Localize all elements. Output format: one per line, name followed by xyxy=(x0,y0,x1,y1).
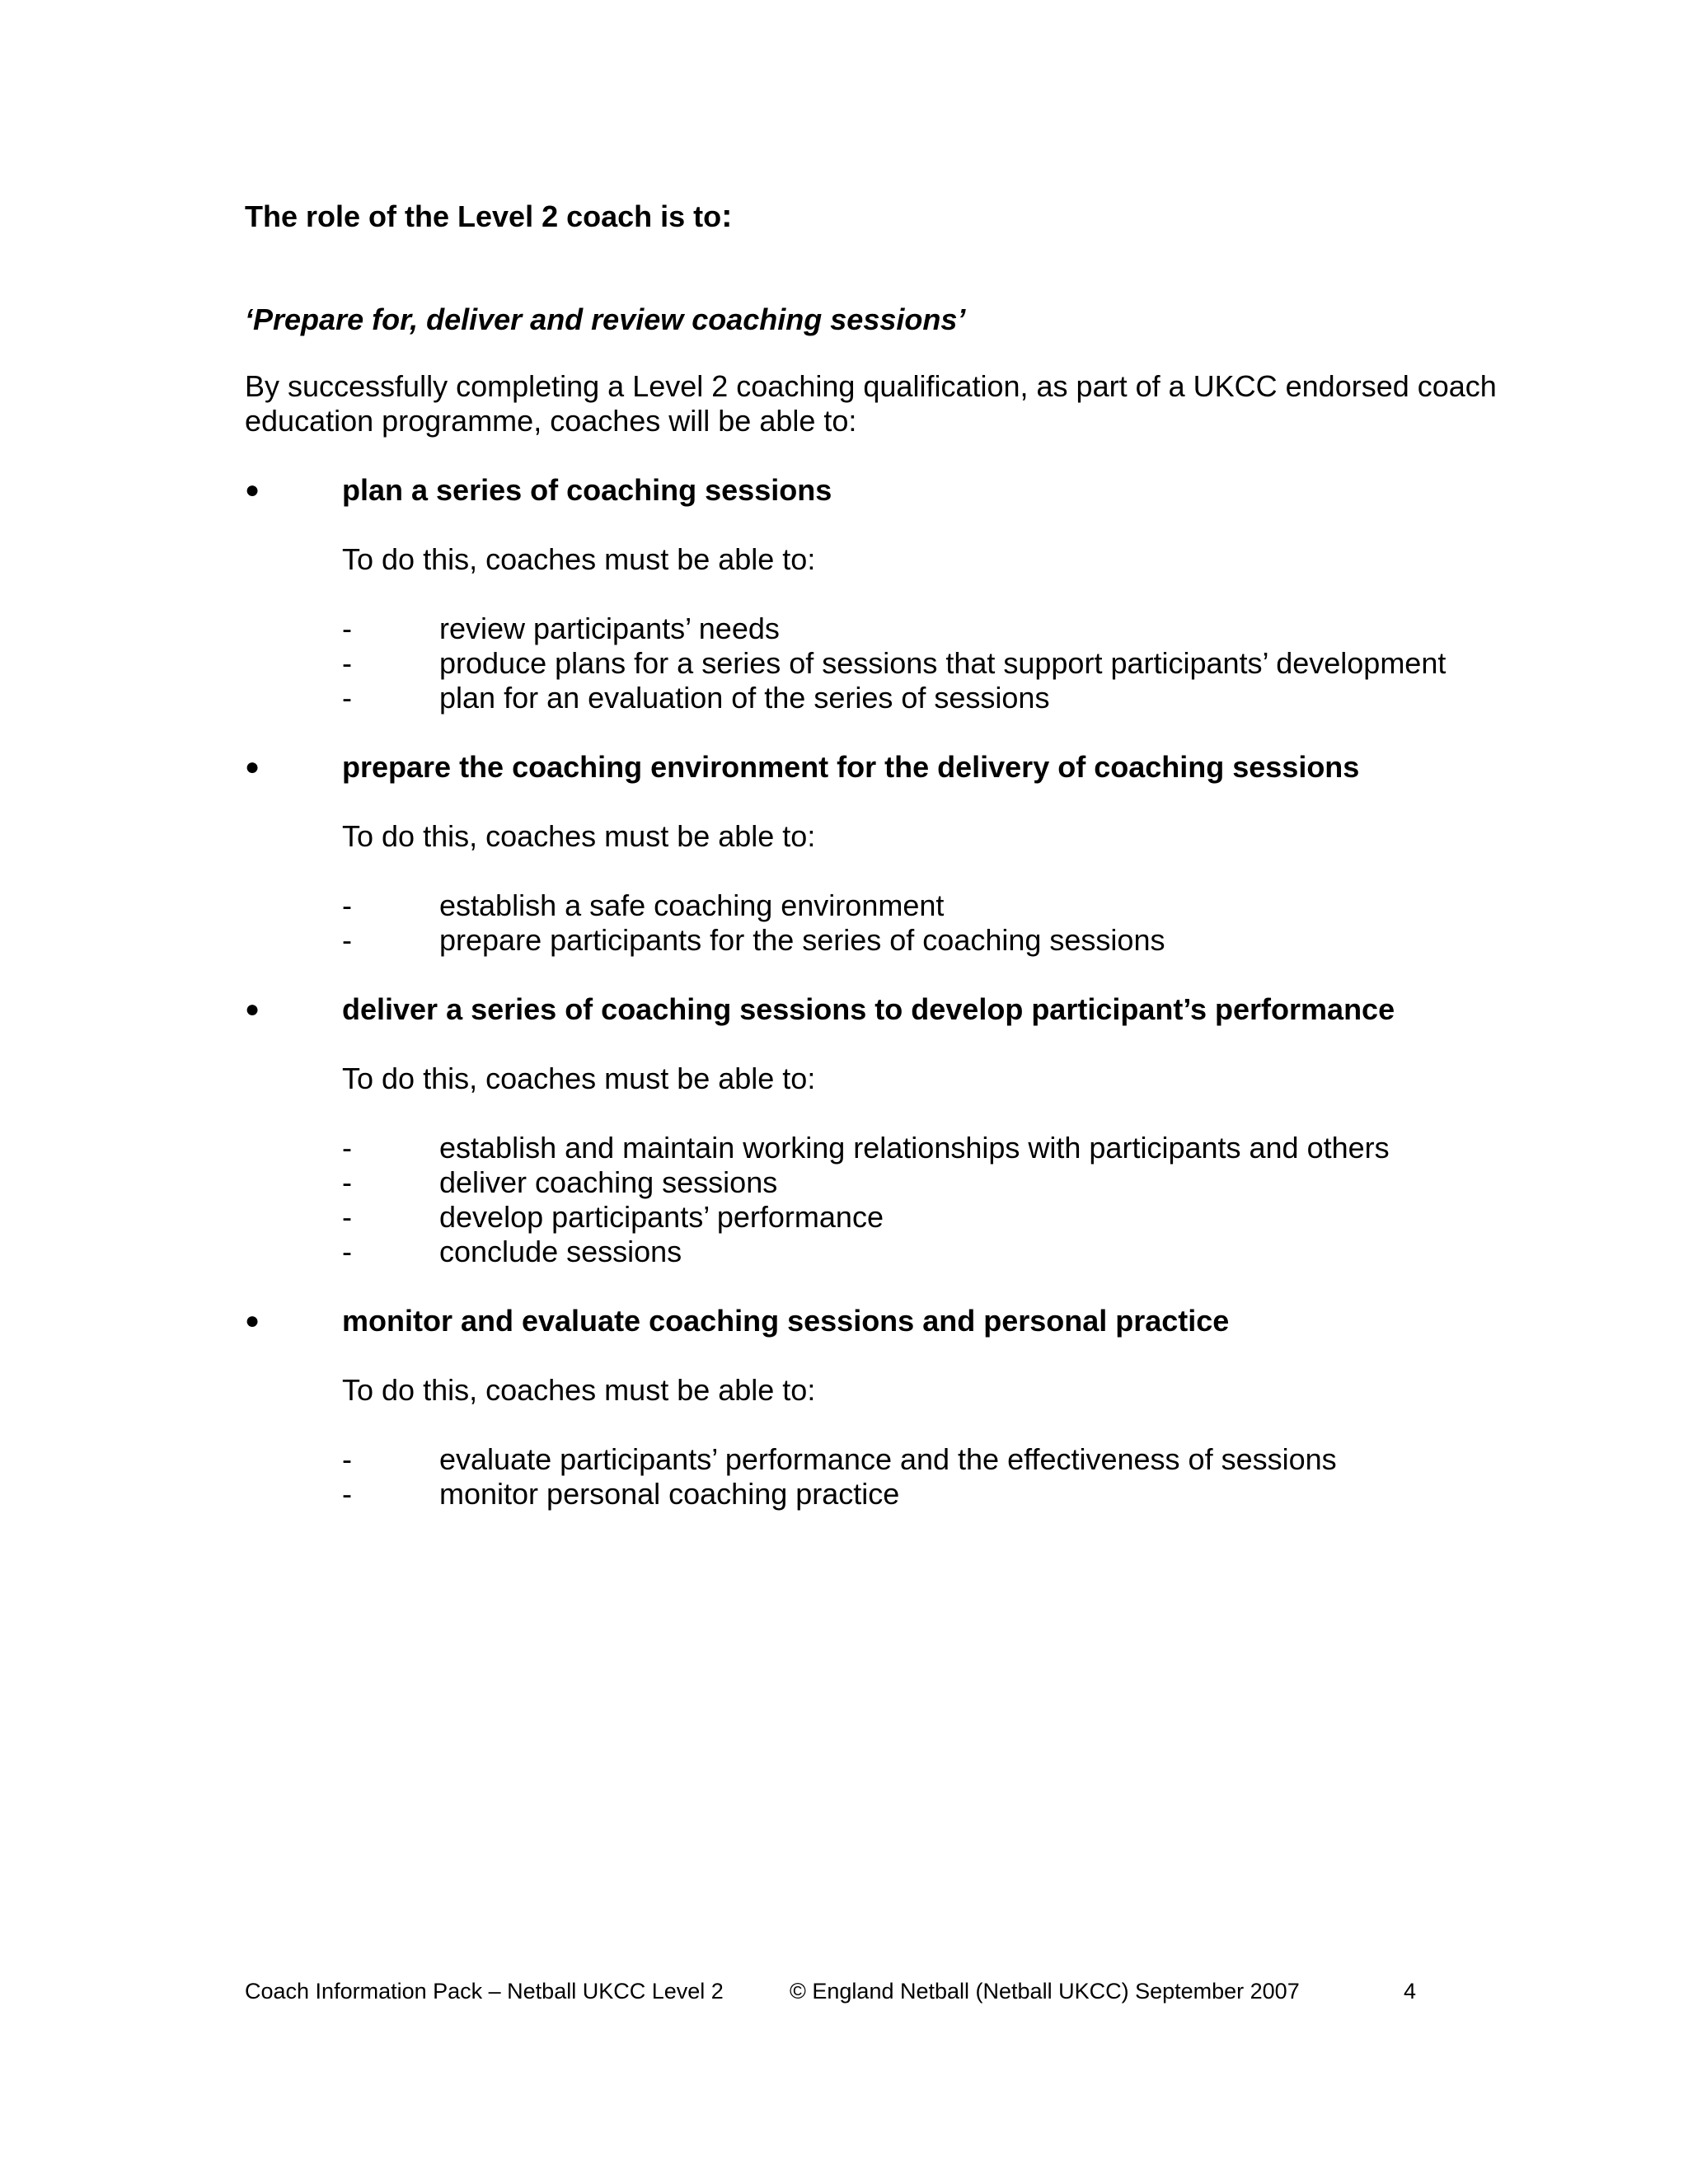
section-title-text: monitor and evaluate coaching sessions and personal practice xyxy=(342,1304,1230,1338)
list-item xyxy=(245,1131,1597,1165)
dash-icon: - xyxy=(342,1442,352,1476)
dash-icon: - xyxy=(342,1131,352,1165)
list-item xyxy=(245,646,1597,681)
page-heading-text: The role of the Level 2 coach is to xyxy=(245,199,722,233)
page-heading xyxy=(245,198,732,235)
section-title xyxy=(245,750,1597,785)
section-todo-text: To do this, coaches must be able to: xyxy=(342,1373,816,1407)
intro-paragraph: By successfully completing a Level 2 coaching qualification, as part of a UKCC endorsed coach education programme, coaches will be able to: xyxy=(245,369,1497,438)
role-statement: ‘Prepare for, deliver and review coaching sessions’ xyxy=(245,302,966,336)
section-item-list xyxy=(245,1442,1597,1511)
list-item-text: prepare participants for the series of coaching sessions xyxy=(439,923,1165,957)
section-todo-text: To do this, coaches must be able to: xyxy=(342,819,816,853)
section-item-list xyxy=(245,888,1597,958)
dash-icon: - xyxy=(342,646,352,680)
section-item-list xyxy=(245,612,1597,715)
dash-icon: - xyxy=(342,681,352,715)
section-title-text: plan a series of coaching sessions xyxy=(342,473,832,507)
bullet-icon: ● xyxy=(245,996,260,1023)
footer-copyright: © England Netball (Netball UKCC) September 2007 xyxy=(790,1979,1300,2004)
bullet-icon: ● xyxy=(245,1307,260,1334)
dash-icon: - xyxy=(342,1235,352,1268)
list-item-text: plan for an evaluation of the series of sessions xyxy=(439,681,1050,715)
list-item-text: deliver coaching sessions xyxy=(439,1165,778,1199)
dash-icon: - xyxy=(342,1165,352,1199)
dash-icon: - xyxy=(342,1477,352,1511)
page-number: 4 xyxy=(1404,1979,1417,2004)
footer-document-title: Coach Information Pack – Netball UKCC Level 2 xyxy=(245,1979,724,2004)
list-item xyxy=(245,923,1597,958)
list-item xyxy=(245,888,1597,923)
list-item xyxy=(245,1165,1597,1200)
competency-section xyxy=(245,992,1597,1269)
list-item xyxy=(245,681,1597,715)
list-item-text: develop participants’ performance xyxy=(439,1200,884,1234)
list-item-text: evaluate participants’ performance and the effectiveness of sessions xyxy=(439,1442,1337,1476)
section-todo-text: To do this, coaches must be able to: xyxy=(342,1062,816,1095)
list-item-text: produce plans for a series of sessions that support participants’ development xyxy=(439,646,1447,680)
bullet-icon: ● xyxy=(245,476,260,504)
page-footer xyxy=(245,1975,1481,2008)
competency-sections xyxy=(245,473,1597,1546)
section-item-list xyxy=(245,1131,1597,1269)
list-item-text: monitor personal coaching practice xyxy=(439,1477,900,1511)
section-todo-text: To do this, coaches must be able to: xyxy=(342,542,816,576)
dash-icon: - xyxy=(342,923,352,957)
list-item xyxy=(245,1442,1597,1477)
list-item xyxy=(245,612,1597,646)
section-title-text: deliver a series of coaching sessions to develop participant’s performance xyxy=(342,992,1395,1026)
list-item xyxy=(245,1235,1597,1269)
competency-section xyxy=(245,1304,1597,1511)
dash-icon: - xyxy=(342,612,352,645)
list-item xyxy=(245,1477,1597,1511)
section-title xyxy=(245,992,1597,1027)
list-item xyxy=(245,1200,1597,1235)
list-item-text: establish a safe coaching environment xyxy=(439,888,945,922)
bullet-icon: ● xyxy=(245,753,260,780)
section-title xyxy=(245,1304,1597,1338)
list-item-text: conclude sessions xyxy=(439,1235,682,1268)
list-item-text: review participants’ needs xyxy=(439,612,780,645)
section-title-text: prepare the coaching environment for the delivery of coaching sessions xyxy=(342,750,1360,784)
section-title xyxy=(245,473,1597,508)
list-item-text: establish and maintain working relationships with participants and others xyxy=(439,1131,1390,1165)
dash-icon: - xyxy=(342,888,352,922)
dash-icon: - xyxy=(342,1200,352,1234)
competency-section xyxy=(245,473,1597,715)
page-heading-colon: : xyxy=(721,198,733,234)
competency-section xyxy=(245,750,1597,958)
